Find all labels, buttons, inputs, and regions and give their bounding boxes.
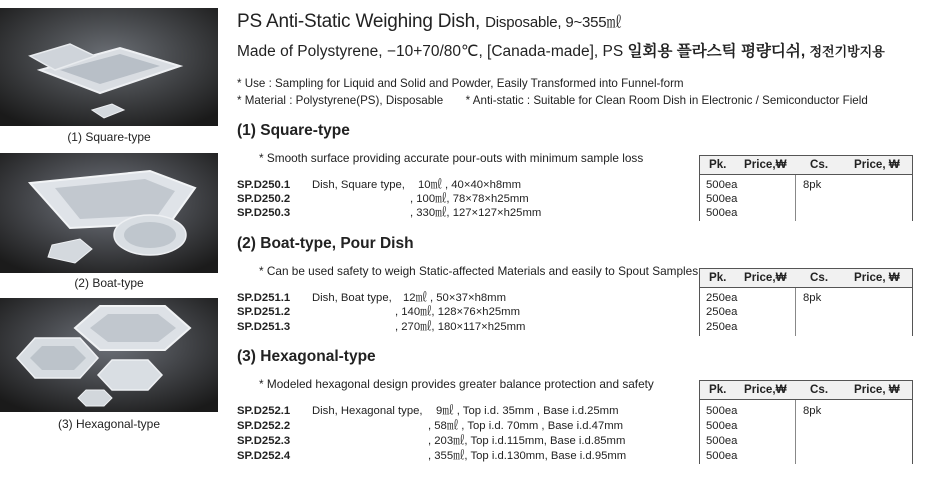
section-heading: (3) Hexagonal-type	[237, 348, 376, 365]
use-note: * Use : Sampling for Liquid and Solid and Powder, Easily Transformed into Funnel-form	[237, 77, 684, 90]
material-note: * Material : Polystyrene(PS), Disposable * Anti-static : Suitable for Clean Room Dish in Electronic / Semiconductor Field	[237, 94, 868, 107]
square-dish-photo	[0, 8, 218, 126]
section-desc: * Smooth surface providing accurate pour-outs with minimum sample loss	[259, 151, 644, 165]
section-heading: (2) Boat-type, Pour Dish	[237, 235, 414, 252]
hex-dish-photo	[0, 298, 218, 412]
section-desc: * Can be used safety to weigh Static-affected Materials and easily to Spout Samples	[259, 264, 699, 278]
hex-photo-caption: (3) Hexagonal-type	[57, 417, 161, 431]
boat-dish-photo	[0, 153, 218, 273]
section-heading: (1) Square-type	[237, 122, 350, 139]
price-table-header: Pk. Price,₩ Cs. Price, ₩	[699, 380, 913, 400]
price-table-header: Pk. Price,₩ Cs. Price, ₩	[699, 268, 913, 288]
boat-photo-caption: (2) Boat-type	[74, 276, 144, 290]
page-subtitle: Made of Polystyrene, −10+70/80℃, [Canada-made], PS 일회용 플라스틱 평량디쉬, 정전기방지용	[237, 43, 885, 60]
price-table-header: Pk. Price,₩ Cs. Price, ₩	[699, 155, 913, 175]
page-title: PS Anti-Static Weighing Dish, Disposable, 9~355㎖	[237, 11, 622, 32]
square-photo-caption: (1) Square-type	[67, 130, 151, 144]
section-desc: * Modeled hexagonal design provides greater balance protection and safety	[259, 377, 654, 391]
